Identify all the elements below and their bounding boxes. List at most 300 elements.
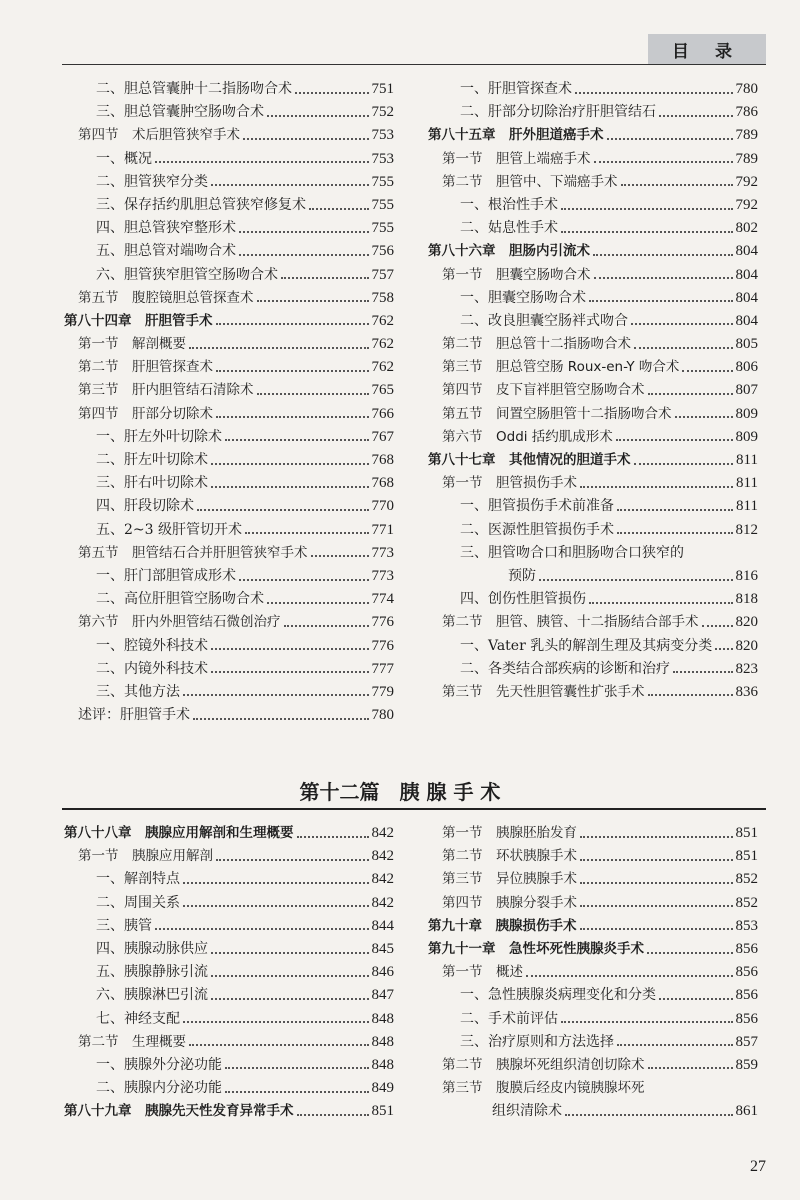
toc-entry-review bbox=[64, 704, 394, 727]
dot-leader bbox=[211, 486, 369, 488]
toc-entry-title: 一、肝门部胆管成形术 bbox=[96, 567, 236, 584]
toc-entry-page: 856 bbox=[735, 1010, 758, 1027]
dot-leader bbox=[183, 882, 369, 884]
toc-entry-section bbox=[64, 403, 394, 426]
dot-leader bbox=[575, 92, 733, 94]
toc-entry-page: 806 bbox=[735, 359, 758, 376]
dot-leader bbox=[211, 671, 369, 673]
toc-entry-title: 第八十五章 肝外胆道癌手术 bbox=[428, 127, 604, 144]
toc-entry-page: 842 bbox=[371, 871, 394, 888]
toc-entry-title: 二、肝部分切除治疗肝胆管结石 bbox=[460, 104, 656, 121]
dot-leader bbox=[580, 882, 733, 884]
toc-entry-section bbox=[64, 333, 394, 356]
part-divider bbox=[62, 808, 766, 810]
toc-entry-item bbox=[428, 1031, 758, 1054]
toc-entry-page: 755 bbox=[371, 173, 394, 190]
toc-entry-item bbox=[428, 984, 758, 1007]
dot-leader bbox=[631, 323, 733, 325]
toc-entry-item bbox=[64, 565, 394, 588]
toc-entry-title: 四、胰腺动脉供应 bbox=[96, 940, 208, 957]
dot-leader bbox=[589, 300, 733, 302]
toc-entry-page: 804 bbox=[735, 266, 758, 283]
toc-entry-page: 836 bbox=[735, 683, 758, 700]
toc-entry-section bbox=[64, 611, 394, 634]
toc-entry-title: 第三节 异位胰腺手术 bbox=[442, 871, 577, 888]
dot-leader bbox=[659, 115, 733, 117]
toc-entry-item bbox=[64, 101, 394, 124]
toc-entry-item bbox=[64, 148, 394, 171]
toc-entry-title: 第一节 胰腺胚胎发育 bbox=[442, 825, 577, 841]
toc-entry-item bbox=[64, 938, 394, 961]
toc-entry-item bbox=[64, 78, 394, 101]
dot-leader bbox=[257, 300, 369, 302]
dot-leader bbox=[580, 836, 733, 838]
toc-entry-item bbox=[428, 588, 758, 611]
toc-entry-section bbox=[428, 1077, 758, 1100]
toc-entry-page: 809 bbox=[735, 405, 758, 422]
toc-entry-title: 二、胆管狭窄分类 bbox=[96, 173, 208, 190]
toc-entry-item bbox=[64, 519, 394, 542]
dot-leader bbox=[189, 347, 369, 349]
dot-leader bbox=[189, 1044, 369, 1046]
toc-entry-page: 856 bbox=[735, 964, 758, 981]
toc-entry-title: 一、胆囊空肠吻合术 bbox=[460, 289, 586, 306]
toc-entry-page: 758 bbox=[371, 289, 394, 306]
toc-entry-page: 856 bbox=[735, 940, 758, 957]
toc-entry-title: 第八十七章 其他情况的胆道手术 bbox=[428, 452, 631, 468]
toc-entry-title: 第一节 胆管上端癌手术 bbox=[442, 150, 591, 167]
dot-leader bbox=[216, 859, 369, 861]
toc-entry-title: 三、胆总管囊肿空肠吻合术 bbox=[96, 104, 264, 121]
dot-leader bbox=[682, 370, 732, 372]
dot-leader bbox=[561, 231, 733, 233]
dot-leader bbox=[183, 905, 369, 907]
dot-leader bbox=[526, 975, 733, 977]
toc-entry-title: 二、肝左叶切除术 bbox=[96, 452, 208, 468]
toc-entry-item bbox=[64, 984, 394, 1007]
toc-entry-title: 三、胆管吻合口和胆肠吻合口狭窄的 bbox=[460, 544, 684, 561]
toc-entry-section bbox=[428, 171, 758, 194]
toc-entry-item bbox=[428, 519, 758, 542]
toc-entry-title: 一、Vater 乳头的解剖生理及其病变分类 bbox=[460, 637, 713, 654]
toc-entry-item bbox=[428, 194, 758, 217]
toc-entry-title: 二、改良胆囊空肠袢式吻合 bbox=[460, 312, 628, 329]
toc-entry-page: 768 bbox=[371, 452, 394, 468]
dot-leader bbox=[225, 1067, 369, 1069]
toc-entry-title: 四、肝段切除术 bbox=[96, 498, 194, 515]
toc-column-bottom-right bbox=[428, 822, 758, 1123]
toc-entry-item bbox=[64, 495, 394, 518]
toc-entry-section bbox=[64, 287, 394, 310]
part-title: 第十二篇 胰 腺 手 术 bbox=[299, 780, 501, 804]
dot-leader bbox=[211, 998, 369, 1000]
toc-entry-title: 二、胆总管囊肿十二指肠吻合术 bbox=[96, 81, 292, 97]
toc-entry-title: 第八十四章 肝胆管手术 bbox=[64, 312, 213, 329]
dot-leader bbox=[594, 277, 733, 279]
toc-entry-title: 三、其他方法 bbox=[96, 683, 180, 700]
toc-entry-page: 776 bbox=[371, 614, 394, 631]
toc-entry-page: 765 bbox=[371, 382, 394, 399]
toc-entry-cont2 bbox=[428, 1100, 758, 1123]
toc-entry-page: 820 bbox=[735, 614, 758, 631]
toc-entry-page: 768 bbox=[371, 475, 394, 492]
toc-entry-page: 859 bbox=[735, 1056, 758, 1073]
toc-entry-title: 一、胆管损伤手术前准备 bbox=[460, 498, 614, 515]
toc-entry-page: 770 bbox=[371, 498, 394, 515]
toc-entry-section bbox=[428, 379, 758, 402]
toc-entry-title: 第八十八章 胰腺应用解剖和生理概要 bbox=[64, 825, 294, 841]
toc-entry-title: 第三节 腹膜后经皮内镜胰腺坏死 bbox=[442, 1080, 645, 1097]
dot-leader bbox=[311, 555, 369, 557]
dot-leader bbox=[216, 416, 369, 418]
toc-entry-title: 二、胰腺内分泌功能 bbox=[96, 1080, 222, 1097]
dot-leader bbox=[580, 859, 733, 861]
dot-leader bbox=[211, 952, 369, 954]
dot-leader bbox=[281, 277, 369, 279]
dot-leader bbox=[239, 579, 369, 581]
toc-entry-chapter bbox=[428, 449, 758, 472]
dot-leader bbox=[617, 532, 733, 534]
toc-entry-section bbox=[428, 264, 758, 287]
dot-leader bbox=[284, 625, 369, 627]
toc-entry-page: 823 bbox=[735, 660, 758, 677]
toc-entry-title: 第三节 先天性胆管囊性扩张手术 bbox=[442, 683, 645, 700]
toc-entry-title: 第一节 胆管损伤手术 bbox=[442, 475, 577, 492]
toc-entry-item bbox=[428, 542, 758, 565]
toc-entry-page: 842 bbox=[371, 825, 394, 841]
toc-entry-section bbox=[428, 961, 758, 984]
toc-entry-section bbox=[64, 124, 394, 147]
toc-entry-title: 一、腔镜外科技术 bbox=[96, 637, 208, 654]
toc-entry-page: 762 bbox=[371, 312, 394, 329]
toc-entry-page: 786 bbox=[735, 104, 758, 121]
dot-leader bbox=[216, 323, 369, 325]
dot-leader bbox=[648, 393, 733, 395]
toc-entry-item bbox=[64, 264, 394, 287]
dot-leader bbox=[617, 509, 733, 511]
toc-entry-title: 第五节 腹腔镜胆总管探查术 bbox=[78, 289, 254, 306]
toc-entry-title: 一、肝左外叶切除术 bbox=[96, 428, 222, 445]
toc-entry-section bbox=[428, 426, 758, 449]
dot-leader bbox=[673, 671, 733, 673]
dot-leader bbox=[593, 254, 733, 256]
toc-entry-title: 第四节 皮下盲袢胆管空肠吻合术 bbox=[442, 382, 645, 399]
toc-entry-item bbox=[428, 310, 758, 333]
toc-entry-title: 三、肝右叶切除术 bbox=[96, 475, 208, 492]
toc-entry-title: 第三节 肝内胆管结石清除术 bbox=[78, 382, 254, 399]
toc-entry-page: 848 bbox=[371, 1033, 394, 1050]
dot-leader bbox=[225, 439, 369, 441]
toc-entry-section bbox=[64, 542, 394, 565]
dot-leader bbox=[295, 92, 369, 94]
toc-entry-page: 852 bbox=[735, 894, 758, 911]
toc-entry-page: 789 bbox=[735, 127, 758, 144]
toc-entry-title: 第六节 Oddi 括约肌成形术 bbox=[442, 428, 613, 445]
toc-entry-item bbox=[64, 472, 394, 495]
toc-entry-title: 六、胰腺淋巴引流 bbox=[96, 987, 208, 1004]
toc-entry-title: 第五节 间置空肠胆管十二指肠吻合术 bbox=[442, 405, 672, 422]
dot-leader bbox=[309, 208, 369, 210]
toc-entry-title: 第二节 环状胰腺手术 bbox=[442, 848, 577, 865]
toc-entry-chapter bbox=[428, 124, 758, 147]
toc-entry-page: 851 bbox=[735, 848, 758, 865]
toc-entry-title: 二、各类结合部疾病的诊断和治疗 bbox=[460, 660, 670, 677]
toc-entry-title: 六、胆管狭窄胆管空肠吻合术 bbox=[96, 266, 278, 283]
toc-entry-page: 752 bbox=[371, 104, 394, 121]
dot-leader bbox=[257, 393, 369, 395]
toc-entry-page: 804 bbox=[735, 312, 758, 329]
toc-entry-item bbox=[64, 658, 394, 681]
toc-entry-item bbox=[64, 1008, 394, 1031]
toc-entry-page: 845 bbox=[371, 940, 394, 957]
dot-leader bbox=[297, 1114, 369, 1116]
toc-entry-page: 812 bbox=[735, 521, 758, 538]
dot-leader bbox=[580, 486, 733, 488]
toc-entry-page: 853 bbox=[735, 917, 758, 934]
dot-leader bbox=[297, 836, 369, 838]
toc-entry-item bbox=[64, 681, 394, 704]
toc-entry-page: 848 bbox=[371, 1010, 394, 1027]
toc-entry-page: 856 bbox=[735, 987, 758, 1004]
toc-entry-page: 780 bbox=[371, 707, 394, 724]
toc-column-top-right bbox=[428, 78, 758, 704]
toc-entry-title: 第九十章 胰腺损伤手术 bbox=[428, 917, 577, 934]
toc-entry-section bbox=[428, 356, 758, 379]
dot-leader bbox=[197, 509, 369, 511]
toc-entry-page: 844 bbox=[371, 917, 394, 934]
toc-entry-page: 852 bbox=[735, 871, 758, 888]
toc-entry-item bbox=[428, 658, 758, 681]
toc-entry-chapter bbox=[64, 310, 394, 333]
dot-leader bbox=[621, 184, 733, 186]
toc-entry-section bbox=[428, 681, 758, 704]
toc-entry-chapter bbox=[428, 938, 758, 961]
toc-entry-chapter bbox=[428, 915, 758, 938]
dot-leader bbox=[617, 1044, 733, 1046]
toc-entry-title: 三、胰管 bbox=[96, 917, 152, 934]
running-header bbox=[62, 34, 766, 65]
toc-entry-title: 述评：肝胆管手术 bbox=[78, 707, 190, 724]
toc-entry-title: 第二节 胰腺坏死组织清创切除术 bbox=[442, 1056, 645, 1073]
toc-entry-page: 762 bbox=[371, 336, 394, 353]
dot-leader bbox=[561, 1021, 733, 1023]
toc-entry-page: 792 bbox=[735, 196, 758, 213]
dot-leader bbox=[594, 161, 733, 163]
toc-entry-item bbox=[64, 1077, 394, 1100]
dot-leader bbox=[243, 138, 369, 140]
dot-leader bbox=[648, 1067, 733, 1069]
toc-entry-chapter bbox=[64, 1100, 394, 1123]
toc-entry-page: 753 bbox=[371, 150, 394, 167]
toc-entry-page: 789 bbox=[735, 150, 758, 167]
toc-entry-title: 第二节 肝胆管探查术 bbox=[78, 359, 213, 376]
dot-leader bbox=[211, 463, 369, 465]
toc-entry-title: 一、概况 bbox=[96, 150, 152, 167]
dot-leader bbox=[216, 370, 369, 372]
toc-entry-page: 820 bbox=[735, 637, 758, 654]
toc-entry-page: 807 bbox=[735, 382, 758, 399]
dot-leader bbox=[267, 115, 369, 117]
toc-entry-page: 773 bbox=[371, 567, 394, 584]
dot-leader bbox=[539, 579, 733, 581]
toc-entry-chapter bbox=[64, 822, 394, 845]
toc-entry-section bbox=[428, 1054, 758, 1077]
dot-leader bbox=[715, 648, 732, 650]
toc-entry-title: 一、根治性手术 bbox=[460, 196, 558, 213]
toc-entry-title: 第四节 肝部分切除术 bbox=[78, 405, 213, 422]
toc-entry-item bbox=[64, 588, 394, 611]
toc-entry-title: 五、2~3 级肝管切开术 bbox=[96, 521, 242, 538]
toc-entry-section bbox=[428, 845, 758, 868]
dot-leader bbox=[565, 1114, 733, 1116]
page-number: 27 bbox=[750, 1158, 766, 1175]
toc-entry-section bbox=[428, 892, 758, 915]
dot-leader bbox=[211, 975, 369, 977]
toc-entry-title: 一、急性胰腺炎病理变化和分类 bbox=[460, 987, 656, 1004]
toc-entry-item bbox=[64, 240, 394, 263]
toc-entry-item bbox=[64, 635, 394, 658]
dot-leader bbox=[239, 254, 369, 256]
header-section-label: 目 录 bbox=[648, 34, 766, 64]
dot-leader bbox=[155, 928, 369, 930]
dot-leader bbox=[561, 208, 733, 210]
toc-entry-title: 组织清除术 bbox=[492, 1103, 562, 1120]
toc-entry-title: 一、解剖特点 bbox=[96, 871, 180, 888]
toc-entry-page: 816 bbox=[735, 567, 758, 584]
dot-leader bbox=[211, 184, 369, 186]
dot-leader bbox=[648, 694, 733, 696]
toc-entry-page: 753 bbox=[371, 127, 394, 144]
dot-leader bbox=[647, 952, 733, 954]
toc-entry-page: 792 bbox=[735, 173, 758, 190]
toc-column-bottom-left bbox=[64, 822, 394, 1123]
toc-entry-section bbox=[428, 333, 758, 356]
toc-entry-page: 861 bbox=[735, 1103, 758, 1120]
toc-entry-title: 第八十九章 胰腺先天性发育异常手术 bbox=[64, 1103, 294, 1120]
dot-leader bbox=[193, 718, 369, 720]
dot-leader bbox=[580, 928, 733, 930]
toc-entry-title: 第一节 胰腺应用解剖 bbox=[78, 848, 213, 865]
toc-entry-page: 756 bbox=[371, 243, 394, 260]
toc-entry-title: 三、治疗原则和方法选择 bbox=[460, 1033, 614, 1050]
toc-entry-title: 二、手术前评估 bbox=[460, 1010, 558, 1027]
toc-entry-section bbox=[64, 379, 394, 402]
dot-leader bbox=[225, 1091, 369, 1093]
toc-entry-page: 767 bbox=[371, 428, 394, 445]
toc-entry-title: 第四节 术后胆管狭窄手术 bbox=[78, 127, 240, 144]
toc-entry-item bbox=[64, 961, 394, 984]
toc-entry-item bbox=[64, 171, 394, 194]
toc-entry-item bbox=[64, 217, 394, 240]
toc-entry-section bbox=[64, 356, 394, 379]
toc-entry-title: 四、胆总管狭窄整形术 bbox=[96, 220, 236, 237]
toc-entry-page: 818 bbox=[735, 591, 758, 608]
toc-entry-page: 804 bbox=[735, 243, 758, 260]
toc-entry-item bbox=[64, 915, 394, 938]
toc-entry-title: 第一节 概述 bbox=[442, 964, 523, 981]
toc-entry-section bbox=[428, 403, 758, 426]
toc-entry-section bbox=[428, 148, 758, 171]
toc-entry-page: 755 bbox=[371, 220, 394, 237]
toc-entry-section bbox=[428, 472, 758, 495]
toc-entry-title: 第四节 胰腺分裂手术 bbox=[442, 894, 577, 911]
toc-entry-title: 七、神经支配 bbox=[96, 1010, 180, 1027]
toc-entry-title: 第五节 胆管结石合并肝胆管狭窄手术 bbox=[78, 544, 308, 561]
dot-leader bbox=[183, 694, 369, 696]
toc-entry-item bbox=[428, 495, 758, 518]
toc-entry-item bbox=[64, 1054, 394, 1077]
dot-leader bbox=[183, 1021, 369, 1023]
dot-leader bbox=[239, 231, 369, 233]
toc-entry-page: 849 bbox=[371, 1080, 394, 1097]
dot-leader bbox=[211, 648, 369, 650]
toc-entry-page: 780 bbox=[735, 81, 758, 97]
toc-entry-page: 804 bbox=[735, 289, 758, 306]
toc-entry-page: 805 bbox=[735, 336, 758, 353]
dot-leader bbox=[659, 998, 733, 1000]
toc-entry-title: 第一节 解剖概要 bbox=[78, 336, 186, 353]
dot-leader bbox=[589, 602, 733, 604]
toc-entry-item bbox=[64, 449, 394, 472]
toc-entry-cont bbox=[428, 565, 758, 588]
toc-entry-page: 757 bbox=[371, 266, 394, 283]
toc-entry-section bbox=[64, 1031, 394, 1054]
toc-entry-page: 857 bbox=[735, 1033, 758, 1050]
toc-entry-page: 842 bbox=[371, 848, 394, 865]
toc-entry-section bbox=[428, 822, 758, 845]
toc-entry-item bbox=[428, 217, 758, 240]
toc-entry-title: 五、胆总管对端吻合术 bbox=[96, 243, 236, 260]
dot-leader bbox=[580, 905, 733, 907]
toc-entry-title: 第三节 胆总管空肠 Roux-en-Y 吻合术 bbox=[442, 359, 680, 376]
toc-entry-page: 846 bbox=[371, 964, 394, 981]
dot-leader bbox=[702, 625, 733, 627]
toc-entry-title: 二、周围关系 bbox=[96, 894, 180, 911]
toc-entry-title: 一、肝胆管探查术 bbox=[460, 81, 572, 97]
toc-entry-page: 842 bbox=[371, 894, 394, 911]
toc-entry-title: 第六节 肝内外胆管结石微创治疗 bbox=[78, 614, 281, 631]
toc-entry-title: 二、医源性胆管损伤手术 bbox=[460, 521, 614, 538]
toc-entry-title: 第一节 胆囊空肠吻合术 bbox=[442, 266, 591, 283]
toc-entry-page: 851 bbox=[371, 1103, 394, 1120]
toc-entry-section bbox=[428, 611, 758, 634]
toc-entry-title: 第二节 生理概要 bbox=[78, 1033, 186, 1050]
toc-entry-title: 第二节 胆管中、下端癌手术 bbox=[442, 173, 618, 190]
toc-entry-item bbox=[428, 78, 758, 101]
toc-entry-section bbox=[64, 845, 394, 868]
toc-entry-page: 751 bbox=[371, 81, 394, 97]
toc-entry-title: 第八十六章 胆肠内引流术 bbox=[428, 243, 590, 260]
toc-entry-item bbox=[428, 635, 758, 658]
toc-entry-item bbox=[64, 868, 394, 891]
toc-entry-item bbox=[428, 287, 758, 310]
dot-leader bbox=[634, 347, 733, 349]
dot-leader bbox=[616, 439, 733, 441]
dot-leader bbox=[267, 602, 369, 604]
toc-entry-page: 766 bbox=[371, 405, 394, 422]
toc-entry-page: 777 bbox=[371, 660, 394, 677]
toc-entry-page: 851 bbox=[735, 825, 758, 841]
toc-entry-title: 一、胰腺外分泌功能 bbox=[96, 1056, 222, 1073]
toc-entry-title: 第二节 胆管、胰管、十二指肠结合部手术 bbox=[442, 614, 699, 631]
dot-leader bbox=[634, 463, 734, 465]
toc-entry-page: 774 bbox=[371, 591, 394, 608]
toc-entry-page: 847 bbox=[371, 987, 394, 1004]
toc-entry-item bbox=[64, 194, 394, 217]
toc-entry-item bbox=[428, 101, 758, 124]
toc-entry-chapter bbox=[428, 240, 758, 263]
toc-entry-page: 755 bbox=[371, 196, 394, 213]
